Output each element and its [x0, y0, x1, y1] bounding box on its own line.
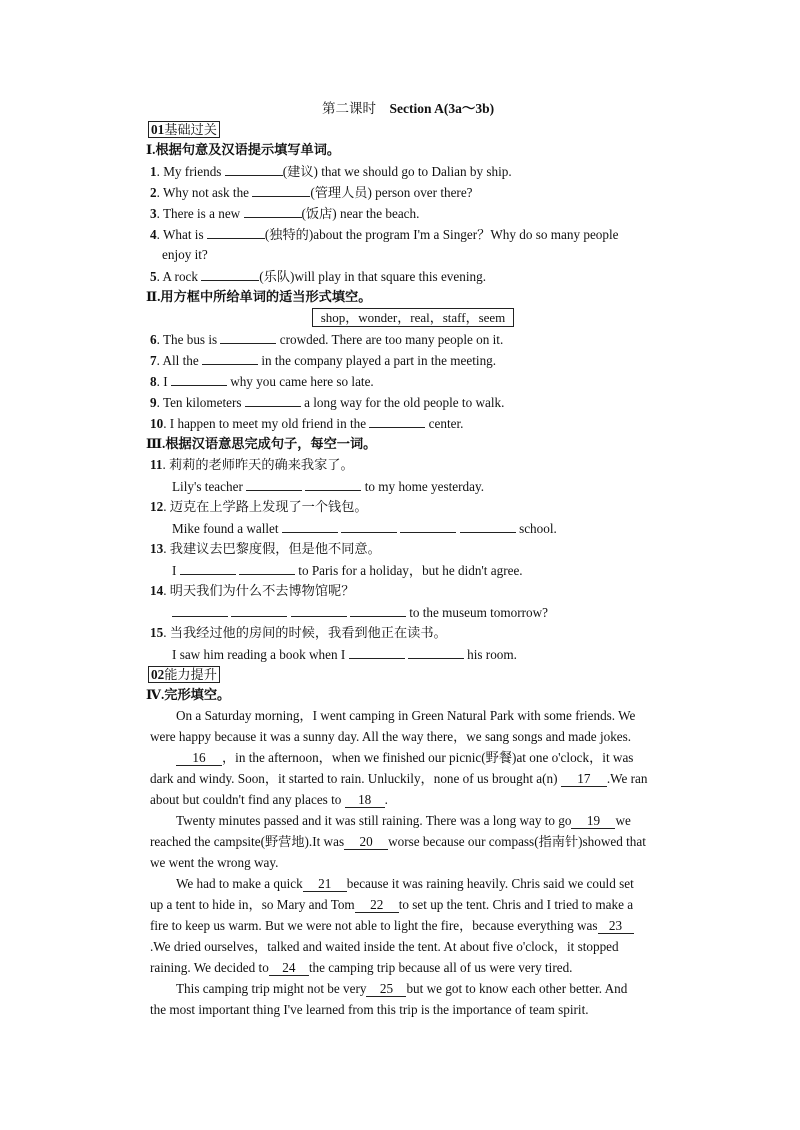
- question-text: . 我建议去巴黎度假，但是他不同意。: [163, 541, 381, 556]
- question-text: in the company played a part in the meeting.: [258, 353, 497, 368]
- answer-blank[interactable]: [231, 604, 287, 617]
- question-text: Mike found a wallet: [172, 521, 282, 536]
- question-11-prompt: [150, 457, 354, 473]
- question-number: 14: [150, 583, 164, 598]
- part3-heading: Ⅲ.根据汉语意思完成句子，每空一词。: [146, 436, 377, 451]
- question-text: crowded. There are too many people on it.: [276, 332, 504, 347]
- question-text: school.: [515, 521, 557, 536]
- cloze-blank-23[interactable]: 23: [598, 919, 634, 934]
- answer-blank[interactable]: [282, 520, 338, 533]
- part1-heading: Ⅰ.根据句意及汉语提示填写单词。: [146, 142, 341, 157]
- question-text: . All the: [156, 353, 203, 368]
- question-14-answer: [172, 604, 548, 621]
- passage-text: We had to make a quick: [176, 876, 303, 891]
- passage-text: fire to keep us warm. But we were not able to light the fire，because everything was: [150, 918, 598, 933]
- question-text: to the museum tomorrow?: [405, 605, 548, 620]
- passage-line: [150, 792, 388, 808]
- question-11-answer: [172, 478, 484, 495]
- cloze-blank-22[interactable]: 22: [355, 898, 399, 913]
- question-7: [150, 352, 496, 369]
- title-section: Section A(3a～3b): [389, 101, 495, 116]
- question-text: his room.: [463, 647, 517, 662]
- question-text: center.: [425, 416, 464, 431]
- passage-line: [176, 876, 634, 892]
- question-number: 15: [150, 625, 164, 640]
- question-text: why you came here so late.: [226, 374, 374, 389]
- section-number: 02: [151, 667, 165, 682]
- answer-blank[interactable]: [252, 184, 310, 197]
- page-title: [322, 101, 494, 117]
- passage-text: ，in the afternoon，when we finished our picnic(野餐)at one o'clock，it was: [222, 750, 634, 765]
- answer-blank[interactable]: [291, 604, 347, 617]
- answer-blank[interactable]: [350, 604, 406, 617]
- question-text: . 当我经过他的房间的时候，我看到他正在读书。: [163, 625, 447, 640]
- answer-blank[interactable]: [202, 352, 258, 365]
- question-text: (管理人员) person over there?: [310, 185, 473, 200]
- passage-text: Twenty minutes passed and it was still raining. There was a long way to go: [176, 813, 572, 828]
- question-text: (独特的)about the program I'm a Singer？Why do so many people: [264, 227, 619, 242]
- answer-blank[interactable]: [225, 163, 283, 176]
- question-15-answer: [172, 646, 517, 663]
- question-text: . The bus is: [156, 332, 221, 347]
- question-text: . My friends: [156, 164, 225, 179]
- question-4-continued: enjoy it?: [162, 247, 208, 262]
- passage-line: we went the wrong way.: [150, 855, 279, 870]
- section-number: 01: [151, 122, 165, 137]
- question-number: 4: [150, 227, 157, 242]
- question-text: . Why not ask the: [156, 185, 253, 200]
- answer-blank[interactable]: [220, 331, 276, 344]
- question-text: . 莉莉的老师昨天的确来我家了。: [162, 457, 354, 472]
- question-5: [150, 268, 486, 285]
- question-4: [150, 226, 678, 243]
- question-number: 8: [150, 374, 157, 389]
- passage-text: This camping trip might not be very: [176, 981, 367, 996]
- question-13-prompt: [150, 541, 381, 557]
- question-number: 11: [150, 457, 163, 472]
- passage-line: [150, 897, 633, 913]
- cloze-blank-19[interactable]: 19: [571, 814, 615, 829]
- question-text: . A rock: [156, 269, 202, 284]
- cloze-blank-16[interactable]: 16: [176, 751, 222, 766]
- answer-blank[interactable]: [305, 478, 361, 491]
- passage-text: dark and windy. Soon，it started to rain. Unluckily，none of us brought a(n): [150, 771, 558, 786]
- passage-text: worse because our compass(指南针)showed that: [388, 834, 646, 849]
- question-number: 3: [150, 206, 157, 221]
- question-9: [150, 394, 504, 411]
- question-10: [150, 415, 463, 432]
- passage-text: we: [615, 813, 631, 828]
- question-text: . I happen to meet my old friend in the: [163, 416, 370, 431]
- question-text: (建议) that we should go to Dalian by ship.: [282, 164, 512, 179]
- answer-blank[interactable]: [246, 478, 302, 491]
- question-12-answer: [172, 520, 557, 537]
- question-8: [150, 373, 374, 390]
- question-text: . What is: [156, 227, 207, 242]
- cloze-blank-24[interactable]: 24: [269, 961, 309, 976]
- passage-text: .: [384, 792, 388, 807]
- question-number: 6: [150, 332, 157, 347]
- passage-line: [176, 813, 631, 829]
- passage-line: [150, 834, 646, 850]
- cloze-blank-17[interactable]: 17: [561, 772, 607, 787]
- section-text: 基础过关: [164, 122, 217, 137]
- passage-line: [150, 918, 634, 934]
- question-2: [150, 184, 473, 201]
- section-label-basic: [148, 121, 220, 138]
- section-label-advanced: [148, 666, 220, 683]
- part2-heading: Ⅱ.用方框中所给单词的适当形式填空。: [146, 289, 372, 304]
- question-number: 13: [150, 541, 164, 556]
- passage-line: [176, 750, 633, 766]
- question-text: . 明天我们为什么不去博物馆呢？: [163, 583, 355, 598]
- question-3: [150, 205, 419, 222]
- passage-line: [150, 960, 572, 976]
- answer-blank[interactable]: [201, 268, 259, 281]
- answer-blank[interactable]: [171, 373, 227, 386]
- question-text: . There is a new: [156, 206, 244, 221]
- cloze-blank-18[interactable]: 18: [345, 793, 385, 808]
- question-number: 9: [150, 395, 157, 410]
- answer-blank[interactable]: [245, 394, 301, 407]
- question-1: [150, 163, 512, 180]
- answer-blank[interactable]: [369, 415, 425, 428]
- question-6: [150, 331, 503, 348]
- cloze-blank-20[interactable]: 20: [344, 835, 388, 850]
- cloze-blank-25[interactable]: 25: [366, 982, 406, 997]
- question-number: 2: [150, 185, 157, 200]
- question-text: . 迈克在上学路上发现了一个钱包。: [163, 499, 368, 514]
- passage-line: [176, 981, 627, 997]
- question-text: Lily's teacher: [172, 479, 247, 494]
- passage-text: the camping trip because all of us were very tired.: [308, 960, 573, 975]
- part4-heading: Ⅳ.完形填空。: [146, 687, 231, 702]
- question-text: (饭店) near the beach.: [301, 206, 420, 221]
- question-number: 5: [150, 269, 157, 284]
- title-chinese: 第二课时: [322, 101, 376, 116]
- passage-line: the most important thing I've learned from this trip is the importance of team spirit.: [150, 1002, 589, 1017]
- question-number: 1: [150, 164, 157, 179]
- passage-text: because it was raining heavily. Chris said we could set: [346, 876, 634, 891]
- passage-line: were happy because it was a sunny day. All the way there，we sang songs and made jokes.: [150, 729, 632, 744]
- question-text: to Paris for a holiday，but he didn't agree.: [295, 563, 523, 578]
- passage-text: but we got to know each other better. And: [406, 981, 628, 996]
- question-text: . I: [156, 374, 171, 389]
- question-text: (乐队)will play in that square this evening.: [259, 269, 486, 284]
- question-text: to my home yesterday.: [361, 479, 485, 494]
- answer-blank[interactable]: [341, 520, 397, 533]
- section-text: 能力提升: [164, 667, 217, 682]
- cloze-blank-21[interactable]: 21: [303, 877, 347, 892]
- question-number: 12: [150, 499, 164, 514]
- question-15-prompt: [150, 625, 447, 641]
- passage-text: .We ran: [606, 771, 648, 786]
- word-bank: shop，wonder，real，staff，seem: [312, 308, 514, 327]
- answer-blank[interactable]: [400, 520, 456, 533]
- passage-line: .We dried ourselves，talked and waited inside the tent. At about five o'clock，it stopped: [150, 939, 619, 954]
- question-number: 10: [150, 416, 164, 431]
- question-14-prompt: [150, 583, 354, 599]
- passage-text: reached the campsite(野营地).It was: [150, 834, 345, 849]
- question-text: a long way for the old people to walk.: [300, 395, 505, 410]
- answer-blank[interactable]: [207, 226, 265, 239]
- answer-blank[interactable]: [239, 562, 295, 575]
- question-text: . Ten kilometers: [156, 395, 245, 410]
- answer-blank[interactable]: [180, 562, 236, 575]
- answer-blank[interactable]: [460, 520, 516, 533]
- question-12-prompt: [150, 499, 368, 515]
- answer-blank[interactable]: [349, 646, 405, 659]
- question-13-answer: [172, 562, 523, 579]
- passage-text: to set up the tent. Chris and I tried to make a: [398, 897, 634, 912]
- question-text: I: [172, 563, 180, 578]
- passage-line: [150, 771, 648, 787]
- question-number: 7: [150, 353, 157, 368]
- passage-text: about but couldn't find any places to: [150, 792, 345, 807]
- passage-text: up a tent to hide in，so Mary and Tom: [150, 897, 355, 912]
- answer-blank[interactable]: [172, 604, 228, 617]
- answer-blank[interactable]: [408, 646, 464, 659]
- question-text: I saw him reading a book when I: [172, 647, 349, 662]
- passage-line: On a Saturday morning，I went camping in Green Natural Park with some friends. We: [176, 708, 636, 723]
- passage-text: raining. We decided to: [150, 960, 269, 975]
- answer-blank[interactable]: [244, 205, 302, 218]
